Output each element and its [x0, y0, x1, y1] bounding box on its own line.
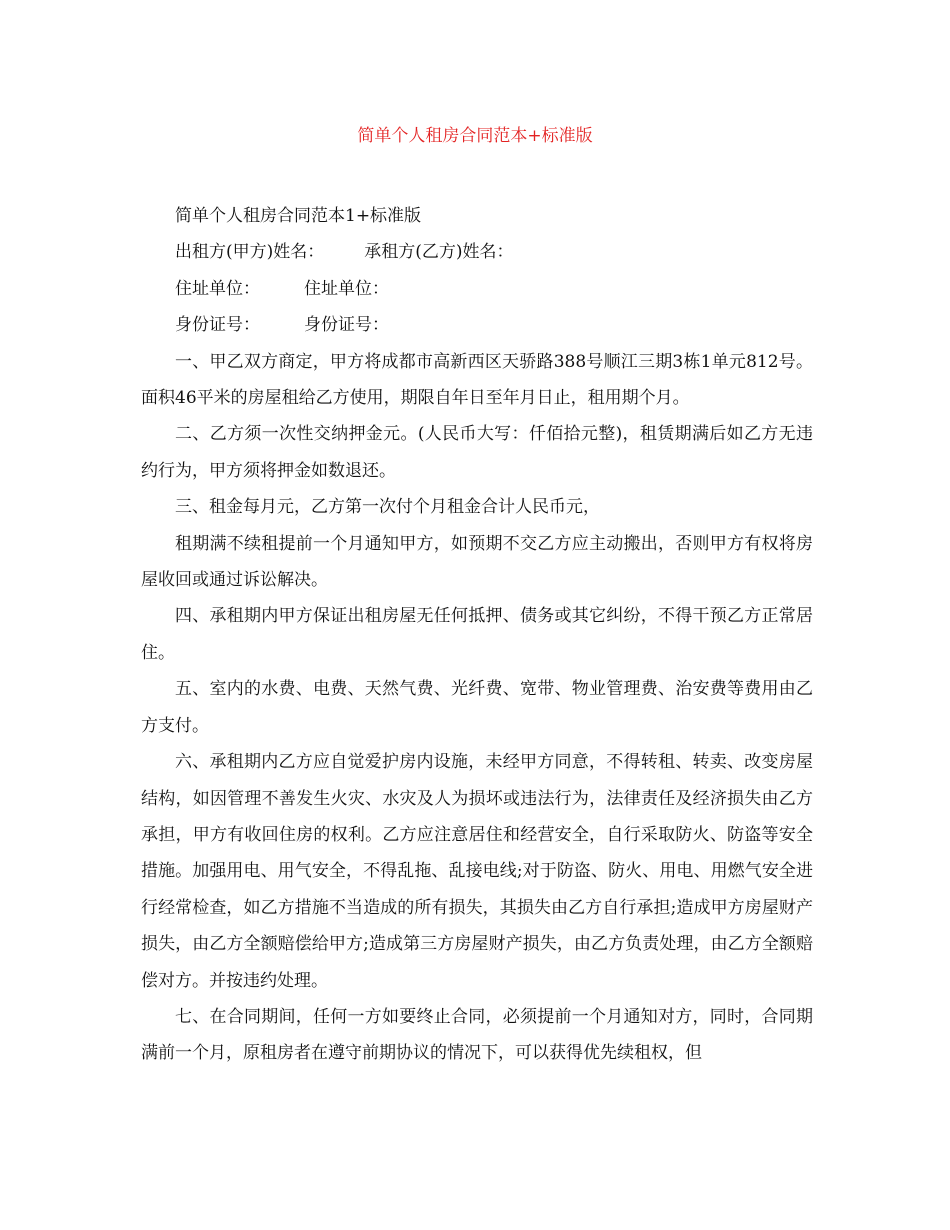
lessor-name-label: 出租方(甲方)姓名：	[175, 242, 325, 263]
clause-6: 六、承租期内乙方应自觉爱护房内设施，未经甲方同意，不得转租、转卖、改变房屋结构，如因管理不善发生火灾、水灾及人为损坏或违法行为，法律责任及经济损失由乙方承担，甲方有收回住房的权利。乙方应注意居住和经营安全，自行采取防火、防盗等安全措施。加强用电、用气安全，不得乱拖、乱接电线;对于防盗、防火、用电、用燃气安全进行经常检查，如乙方措施不当造成的所有损失，其损失由乙方自行承担;造成甲方房屋财产损失，由乙方全额赔偿给甲方;造成第三方房屋财产损失，由乙方负责处理，由乙方全额赔偿对方。并按违约处理。	[141, 752, 813, 991]
clause-2: 二、乙方须一次性交纳押金元。(人民币大写：仟佰拾元整)，租赁期满后如乙方无违约行为，甲方须将押金如数退还。	[141, 424, 813, 481]
clause-3: 三、租金每月元，乙方第一次付个月租金合计人民币元，	[175, 497, 600, 518]
name-fields-line	[141, 234, 813, 270]
clause-1: 一、甲乙双方商定，甲方将成都市高新西区天骄路388号顺江三期3栋1单元812号。面积46平米的房屋租给乙方使用，期限自年日至年月日止，租用期个月。	[141, 351, 813, 409]
id-fields-line	[141, 307, 813, 343]
document-subtitle: 简单个人租房合同范本1+标准版	[175, 206, 422, 226]
lessor-address-label: 住址单位：	[175, 278, 260, 299]
clause-4: 四、承租期内甲方保证出租房屋无任何抵押、债务或其它纠纷，不得干预乙方正常居住。	[141, 606, 813, 663]
lessee-name-label: 承租方(乙方)姓名：	[364, 242, 514, 263]
clause-5: 五、室内的水费、电费、天然气费、光纤费、宽带、物业管理费、治安费等费用由乙方支付。	[141, 679, 813, 736]
document-body	[141, 198, 813, 1072]
clause-7: 七、在合同期间，任何一方如要终止合同，必须提前一个月通知对方，同时，合同期满前一个月，原租房者在遵守前期协议的情况下，可以获得优先续租权，但	[141, 1006, 813, 1064]
lessee-id-label: 身份证号：	[304, 315, 389, 336]
document-title: 简单个人租房合同范本+标准版	[357, 126, 593, 146]
document-subtitle-line	[141, 198, 813, 234]
address-fields-line	[141, 271, 813, 307]
lessee-address-label: 住址单位：	[304, 278, 389, 299]
lessor-id-label: 身份证号：	[175, 315, 260, 336]
clause-3-continued: 租期满不续租提前一个月通知甲方，如预期不交乙方应主动搬出，否则甲方有权将房屋收回或通过诉讼解决。	[141, 533, 813, 591]
